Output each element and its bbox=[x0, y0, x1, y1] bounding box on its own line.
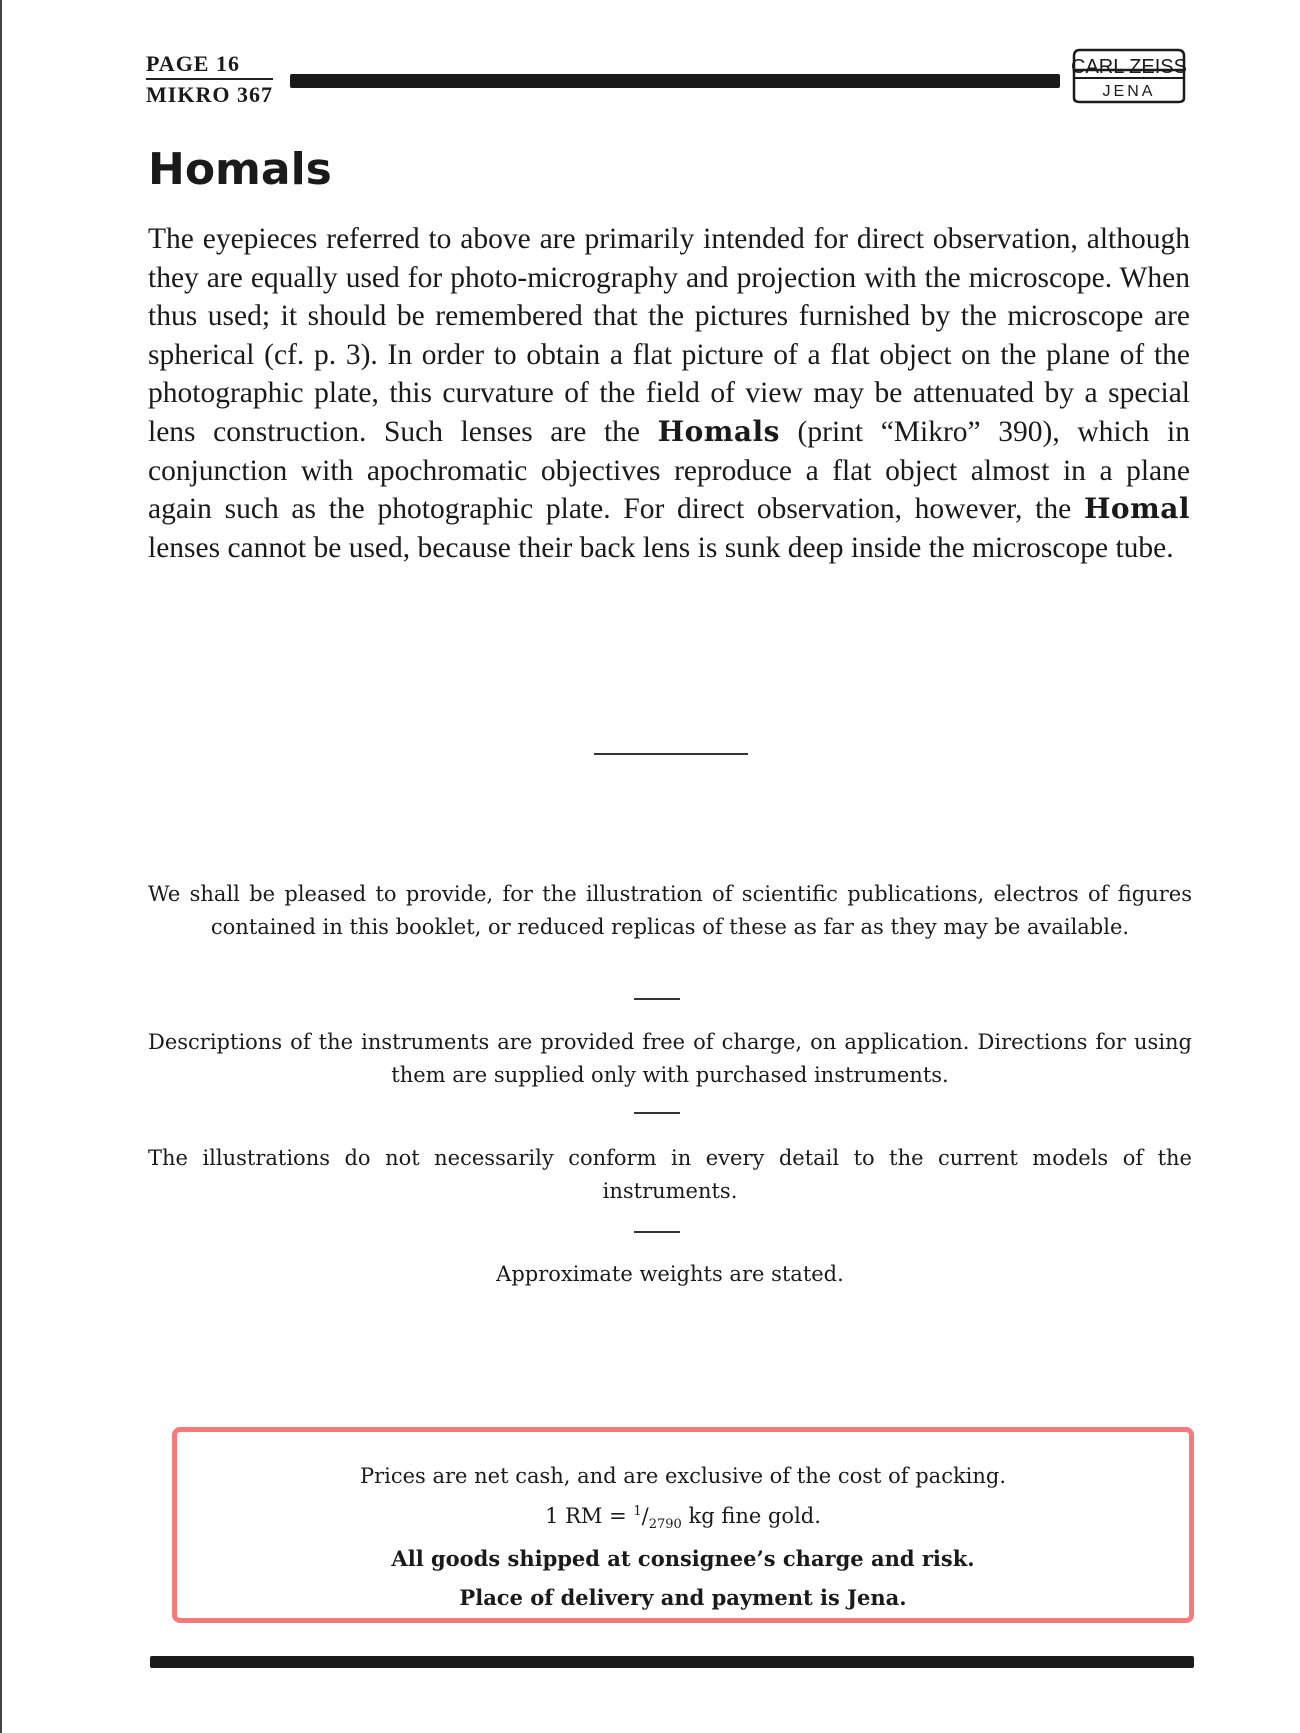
terms-highlight-box bbox=[172, 1427, 1194, 1623]
terms-gold-rate: 1 RM = $^1/_{2790}$ kg fine gold. bbox=[545, 1504, 821, 1533]
carl-zeiss-logo bbox=[1068, 46, 1190, 106]
gold-rate-numerator: 1 bbox=[633, 1504, 642, 1519]
gold-rate-prefix: 1 RM = bbox=[545, 1504, 634, 1528]
notice-descriptions: Descriptions of the instruments are provided free of charge, on application. Directions for using them are supplied only with purchased instruments. bbox=[148, 1030, 1192, 1087]
homal-term: Homal bbox=[1083, 492, 1190, 526]
section-title: Homals bbox=[148, 144, 332, 195]
logo-text-bottom: JENA bbox=[1102, 83, 1156, 100]
print-number: MIKRO 367 bbox=[146, 78, 273, 109]
gold-rate-denominator: 2790 bbox=[648, 1517, 682, 1533]
body-text-part1: The eyepieces referred to above are primarily intended for direct observation, although they are equally used for photo-micrography and projection with the microscope. When thus used; it should be remembered that the pictures furnished by the microscope are spherical (cf. p. 3). In order to obtain a flat picture of a flat object on the plane of the photographic plate, this curvature of the field of view may be attenuated by a special lens construction. Such lenses are the bbox=[148, 223, 1190, 448]
logo-text-top: CARL ZEISS bbox=[1071, 56, 1187, 78]
page-header bbox=[146, 50, 273, 109]
notice-divider bbox=[634, 998, 680, 1000]
notice-divider bbox=[634, 1231, 680, 1233]
notice-weights: Approximate weights are stated. bbox=[496, 1262, 844, 1286]
terms-delivery: Place of delivery and payment is Jena. bbox=[459, 1585, 907, 1610]
body-text-part3: lenses cannot be used, because their back lens is sunk deep inside the microscope tube. bbox=[148, 531, 1174, 564]
page-number: PAGE 16 bbox=[146, 51, 240, 76]
homals-term: Homals bbox=[657, 414, 780, 448]
notice-divider bbox=[634, 1112, 680, 1114]
terms-shipping: All goods shipped at consignee’s charge and risk. bbox=[391, 1546, 975, 1571]
terms-prices: Prices are net cash, and are exclusive of the cost of packing. bbox=[359, 1464, 1007, 1488]
footer-rule bbox=[150, 1656, 1194, 1668]
body-paragraph bbox=[148, 220, 1190, 567]
body-text-part2: (print “Mikro” 390), which in conjunction with apochromatic objectives reproduce a flat object almost in a plane again such as the photographic plate. For direct observation, however, the bbox=[148, 415, 1190, 526]
header-rule bbox=[290, 74, 1060, 88]
section-divider bbox=[594, 753, 748, 755]
gold-rate-suffix: kg fine gold. bbox=[681, 1504, 821, 1528]
page-edge bbox=[0, 0, 2, 1733]
notice-illustrations-conform: The illustrations do not necessarily conform in every detail to the current models of the instruments. bbox=[148, 1146, 1192, 1203]
notice-illustrations-replicas: We shall be pleased to provide, for the illustration of scientific publications, electros of figures contained in this booklet, or reduced replicas of these as far as they may be available. bbox=[148, 882, 1192, 939]
